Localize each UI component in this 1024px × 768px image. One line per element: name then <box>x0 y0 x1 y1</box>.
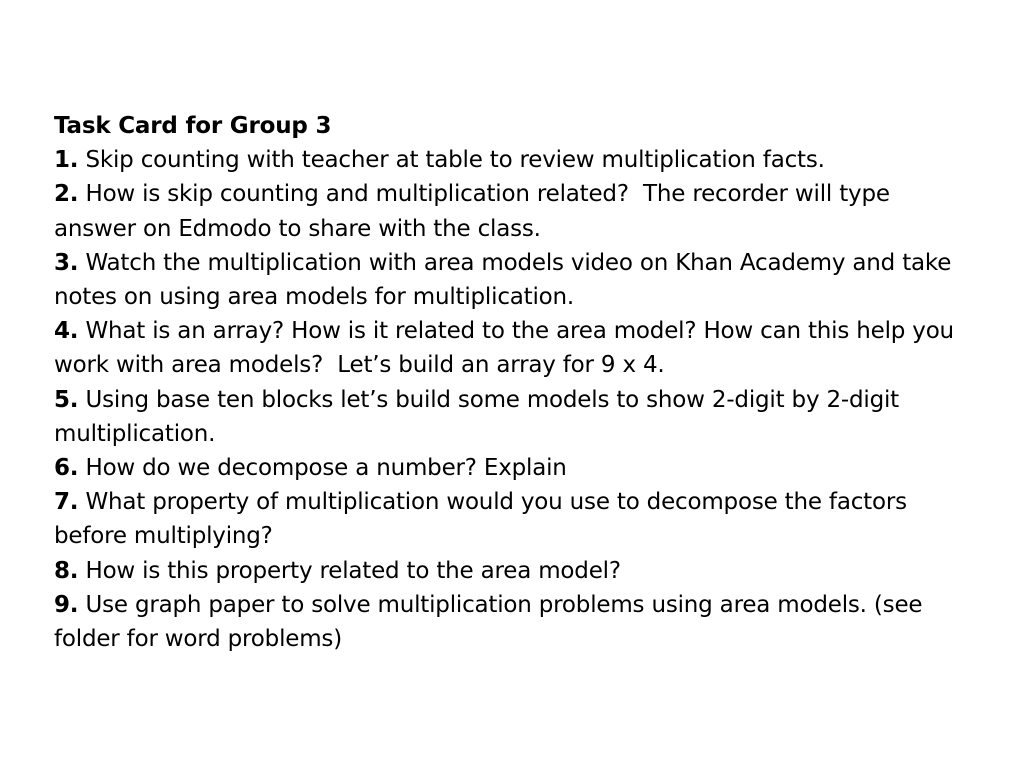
task-text: How is skip counting and multiplication related? The recorder will type answer on Edmodo to share with the class. <box>54 181 897 242</box>
task-number: 3. <box>54 249 79 276</box>
task-number: 1. <box>54 147 79 174</box>
task-number: 5. <box>54 386 79 413</box>
task-text: What is an array? How is it related to the area model? How can this help you work with area models? Let’s build an array for 9 x 4. <box>54 318 962 379</box>
task-text: Using base ten blocks let’s build some models to show 2-digit by 2-digit multiplication. <box>54 386 899 447</box>
task-number: 6. <box>54 455 79 482</box>
task-text: How do we decompose a number? Explain <box>85 455 567 482</box>
task-number: 7. <box>54 489 79 516</box>
task-item-5 <box>54 383 954 451</box>
task-item-3 <box>54 246 954 314</box>
task-text: How is this property related to the area model? <box>85 557 621 584</box>
task-item-9 <box>54 588 954 656</box>
task-text: Use graph paper to solve multiplication problems using area models. (see folder for word problems) <box>54 591 923 653</box>
task-number: 9. <box>54 591 79 618</box>
task-text: What property of multiplication would you use to decompose the factors before multiplying? <box>54 489 907 550</box>
task-number: 4. <box>54 318 79 345</box>
task-text: Watch the multiplication with area models video on Khan Academy and take notes on using area models for multiplication. <box>54 249 952 311</box>
task-card <box>54 109 962 656</box>
task-item-4 <box>54 314 962 382</box>
task-item-2 <box>54 177 954 245</box>
task-item-6 <box>54 451 954 485</box>
task-item-1 <box>54 143 954 177</box>
task-item-8 <box>54 554 954 588</box>
task-number: 8. <box>54 557 79 584</box>
task-card-title: Task Card for Group 3 <box>54 113 332 139</box>
task-number: 2. <box>54 181 79 208</box>
task-item-7 <box>54 485 954 553</box>
task-text: Skip counting with teacher at table to review multiplication facts. <box>85 147 825 174</box>
